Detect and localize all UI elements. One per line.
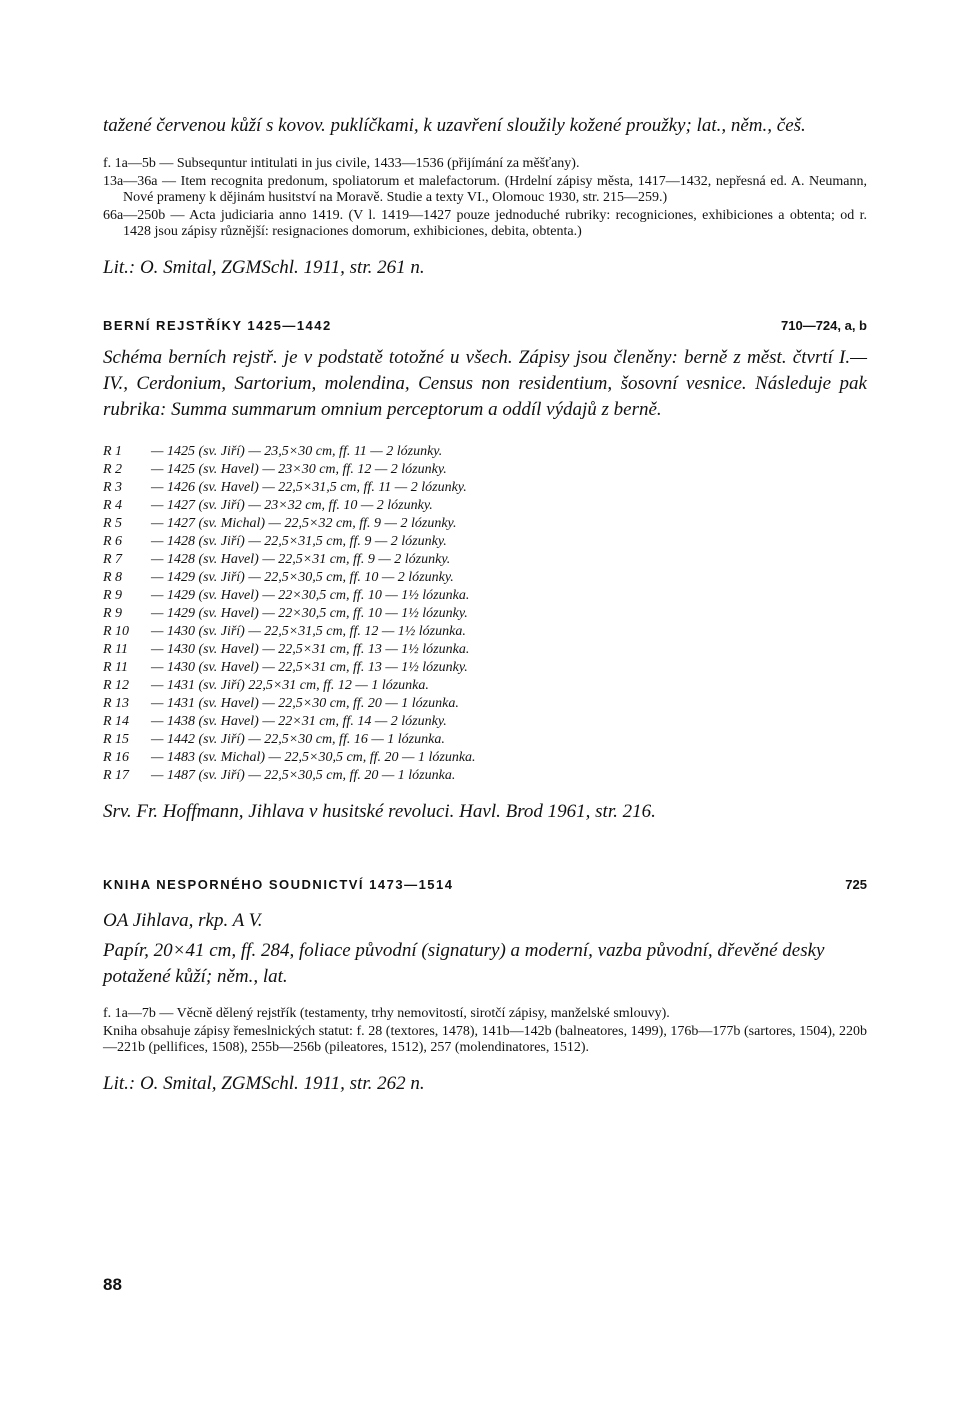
register-text: — 1426 (sv. Havel) — 22,5×31,5 cm, ff. 11 — 2 lózunky. (151, 480, 467, 495)
register-id: R 14 (103, 714, 130, 729)
intro-text: tažené červenou kůží s kovov. puklíčkami, k uzavření sloužily kožené proužky; lat., něm., češ. (103, 115, 806, 136)
register-text: — 1429 (sv. Havel) — 22×30,5 cm, ff. 10 — 1½ lózunky. (151, 606, 468, 621)
entries-block-1 (103, 156, 867, 240)
register-id: R 6 (103, 534, 123, 549)
register-id: R 2 (103, 462, 123, 477)
section-paragraph: Papír, 20×41 cm, ff. 284, foliace původní (signatury) a moderní, vazba původní, dřevěné desky potažené kůží; něm., lat. (103, 940, 825, 987)
list-item (103, 731, 867, 749)
register-text: — 1429 (sv. Jiří) — 22,5×30,5 cm, ff. 10 — 2 lózunky. (151, 570, 454, 585)
list-item (103, 605, 867, 623)
page-number: 88 (103, 1275, 122, 1294)
list-item (103, 767, 867, 785)
entry: f. 1a—7b — Věcně dělený rejstřík (testamenty, trhy nemovitostí, sirotčí zápisy, manželské smlouvy). (103, 1006, 670, 1021)
register-id: R 11 (103, 642, 129, 657)
section-title: KNIHA NESPORNÉHO SOUDNICTVÍ 1473—1514 (103, 877, 454, 892)
register-id: R 12 (103, 678, 130, 693)
register-text: — 1428 (sv. Jiří) — 22,5×31,5 cm, ff. 9 — 2 lózunky. (151, 534, 447, 549)
register-text: — 1425 (sv. Jiří) — 23,5×30 cm, ff. 11 — 2 lózunky. (151, 444, 443, 459)
literature-reference: Lit.: O. Smital, ZGMSchl. 1911, str. 261 n. (103, 257, 425, 278)
register-id: R 13 (103, 696, 130, 711)
entry: 13a—36a — Item recognita predonum, spoliatorum et malefactorum. (Hrdelní zápisy města, 1417—1432, nepřesná ed. A. Neumann, Nové prameny k dějinám husitství na Moravě. Studie a texty VI., Olomouc 1930, str. 215—259.) (103, 174, 867, 205)
register-id: R 7 (103, 552, 123, 567)
register-text: — 1431 (sv. Jiří) 22,5×31 cm, ff. 12 — 1 lózunka. (151, 678, 429, 693)
register-text: — 1429 (sv. Havel) — 22×30,5 cm, ff. 10 — 1½ lózunka. (151, 588, 470, 603)
register-id: R 17 (103, 768, 130, 783)
register-id: R 5 (103, 516, 123, 531)
list-item (103, 695, 867, 713)
register-id: R 1 (103, 444, 123, 459)
list-item (103, 587, 867, 605)
list-item (103, 551, 867, 569)
list-item (103, 623, 867, 641)
register-id: R 9 (103, 588, 123, 603)
register-text: — 1425 (sv. Havel) — 23×30 cm, ff. 12 — 2 lózunky. (151, 462, 447, 477)
register-text: — 1428 (sv. Havel) — 22,5×31 cm, ff. 9 — 2 lózunky. (151, 552, 451, 567)
section-numbers: 710—724, a, b (781, 318, 867, 333)
entry: Kniha obsahuje zápisy řemeslnických statut: f. 28 (textores, 1478), 141b—142b (balneatores, 1499), 176b—177b (sartores, 1504), 220b—221b (pellifices, 1508), 255b—256b (pileatores, 1512), 257 (molendinatores, 1512). (103, 1024, 867, 1055)
literature-reference: Srv. Fr. Hoffmann, Jihlava v husitské revoluci. Havl. Brod 1961, str. 216. (103, 801, 656, 822)
register-text: — 1431 (sv. Havel) — 22,5×30 cm, ff. 20 — 1 lózunka. (151, 696, 459, 711)
list-item (103, 641, 867, 659)
register-list (103, 443, 867, 785)
list-item (103, 461, 867, 479)
entry: 66a—250b — Acta judiciaria anno 1419. (V l. 1419—1427 pouze jednoduché rubriky: recogniciones, exhibiciones a obtenta; od r. 1428 jsou zápisy různější: resignaciones domorum, exhibiciones, debita, obtenta.) (103, 208, 867, 239)
register-text: — 1483 (sv. Michal) — 22,5×30,5 cm, ff. 20 — 1 lózunka. (151, 750, 476, 765)
list-item (103, 713, 867, 731)
list-item (103, 569, 867, 587)
entries-block-2 (103, 1006, 867, 1056)
register-text: — 1427 (sv. Jiří) — 23×32 cm, ff. 10 — 2 lózunky. (151, 498, 433, 513)
register-id: R 3 (103, 480, 123, 495)
register-id: R 11 (103, 660, 129, 675)
list-item (103, 533, 867, 551)
register-text: — 1442 (sv. Jiří) — 22,5×30 cm, ff. 16 — 1 lózunka. (151, 732, 445, 747)
section-heading (103, 318, 867, 333)
section-paragraph: Schéma berních rejstř. je v podstatě totožné u všech. Zápisy jsou členěny: berně z měst. čtvrtí I.—IV., Cerdonium, Sartorium, molendina, Census non residentium, šosovní vesnice. Následuje pak rubrika: Summa summarum omnium perceptorum a oddíl výdajů z berně. (103, 347, 867, 420)
document-page (103, 112, 867, 1096)
list-item (103, 659, 867, 677)
register-id: R 15 (103, 732, 130, 747)
list-item (103, 515, 867, 533)
register-text: — 1427 (sv. Michal) — 22,5×32 cm, ff. 9 — 2 lózunky. (151, 516, 457, 531)
register-id: R 16 (103, 750, 130, 765)
register-text: — 1430 (sv. Jiří) — 22,5×31,5 cm, ff. 12 — 1½ lózunka. (151, 624, 466, 639)
section-paragraph: OA Jihlava, rkp. A V. (103, 910, 263, 931)
register-id: R 4 (103, 498, 123, 513)
section-title: BERNÍ REJSTŘÍKY 1425—1442 (103, 318, 332, 333)
register-id: R 8 (103, 570, 123, 585)
register-text: — 1487 (sv. Jiří) — 22,5×30,5 cm, ff. 20 — 1 lózunka. (151, 768, 456, 783)
entry: f. 1a—5b — Subsequntur intitulati in jus civile, 1433—1536 (přijímání za měšťany). (103, 156, 580, 171)
literature-reference: Lit.: O. Smital, ZGMSchl. 1911, str. 262 n. (103, 1073, 425, 1094)
list-item (103, 479, 867, 497)
section-numbers: 725 (845, 877, 867, 892)
register-id: R 10 (103, 624, 130, 639)
register-text: — 1430 (sv. Havel) — 22,5×31 cm, ff. 13 — 1½ lózunky. (151, 660, 468, 675)
list-item (103, 677, 867, 695)
section-heading (103, 877, 867, 892)
list-item (103, 749, 867, 767)
register-text: — 1438 (sv. Havel) — 22×31 cm, ff. 14 — 2 lózunky. (151, 714, 447, 729)
register-text: — 1430 (sv. Havel) — 22,5×31 cm, ff. 13 — 1½ lózunka. (151, 642, 470, 657)
register-id: R 9 (103, 606, 123, 621)
list-item (103, 443, 867, 461)
list-item (103, 497, 867, 515)
